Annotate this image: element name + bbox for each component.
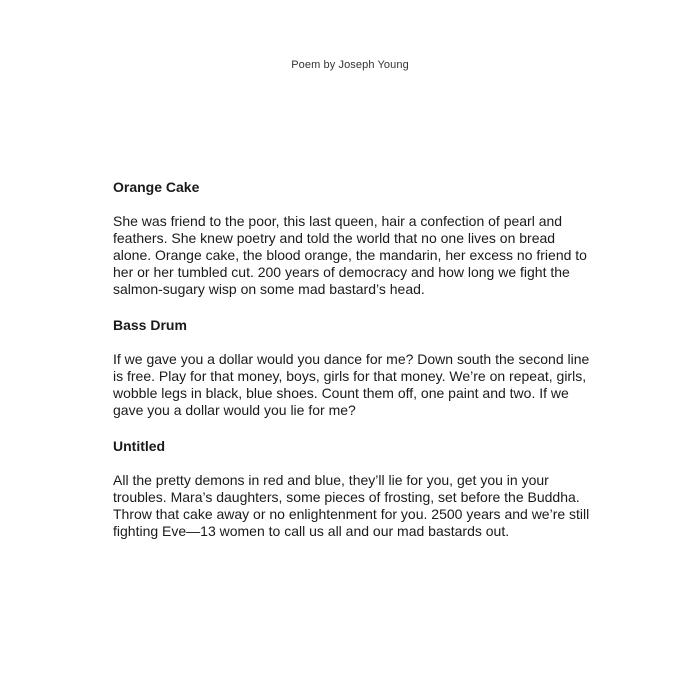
poem-untitled [113, 438, 593, 540]
poem-text: If we gave you a dollar would you dance for me? Down south the second line is free. Play for that money, boys, girls for that money. We’re on repeat, girls, wobble legs in black, blue shoes. Count them off, one paint and two. If we gave you a dollar would you lie for me? [113, 351, 590, 418]
poem-text: She was friend to the poor, this last queen, hair a confection of pearl and feathers. She knew poetry and told the world that no one lives on bread alone. Orange cake, the blood orange, the mandarin, her excess no friend to her or her tumbled cut. 200 years of democracy and how long we fight the salmon-sugary wisp on some mad bastard’s head. [113, 213, 587, 297]
poem-title: Untitled [113, 438, 166, 454]
poem-bass-drum [113, 317, 593, 419]
poem-orange-cake [113, 179, 593, 298]
byline: Poem by Joseph Young [291, 59, 409, 71]
poem-title: Orange Cake [113, 179, 200, 195]
poem-list [113, 179, 593, 559]
poem-title: Bass Drum [113, 317, 187, 333]
poem-text: All the pretty demons in red and blue, they’ll lie for you, get you in your troubles. Mara’s daughters, some pieces of frosting, set before the Buddha. Throw that cake away or no enlightenment for you. 2500 years and we’re still fighting Eve—13 women to call us all and our mad bastards out. [113, 472, 590, 539]
